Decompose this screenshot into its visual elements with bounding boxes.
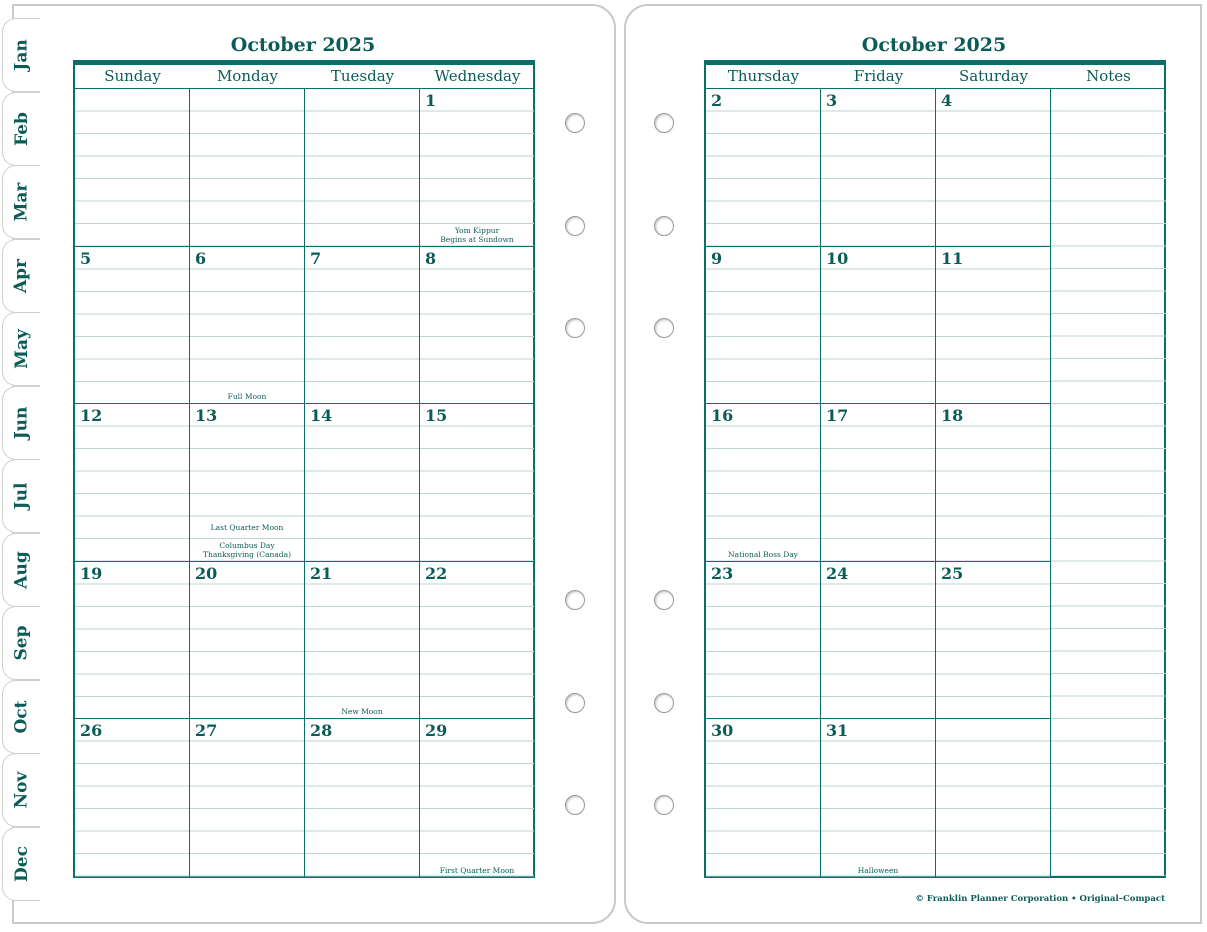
event-note: Halloween — [857, 865, 899, 875]
event-note: National Boss Day — [728, 549, 798, 559]
binder-hole — [654, 318, 674, 338]
day-number: 23 — [711, 563, 734, 583]
day-number: 16 — [711, 406, 734, 425]
tab-label: Mar — [11, 182, 32, 222]
tab-label: Sep — [11, 625, 32, 661]
day-number: 2 — [711, 91, 723, 110]
day-number: 14 — [310, 406, 333, 425]
header-notes: Notes — [1086, 67, 1131, 85]
day-cell[interactable] — [305, 247, 420, 405]
tab-label: May — [11, 329, 32, 369]
tab-label: Jan — [11, 39, 32, 71]
binder-hole — [654, 590, 674, 610]
day-cell[interactable] — [936, 89, 1051, 247]
day-cell[interactable] — [420, 404, 535, 562]
tab-oct[interactable] — [2, 680, 40, 754]
day-cell[interactable] — [190, 247, 305, 405]
day-number: 31 — [826, 721, 849, 740]
day-cell[interactable] — [305, 719, 420, 877]
day-number: 22 — [425, 563, 448, 583]
binder-hole — [654, 113, 674, 133]
binder-hole — [565, 216, 585, 236]
day-cell[interactable] — [706, 404, 821, 562]
day-cell[interactable] — [75, 562, 190, 720]
day-number: 18 — [941, 406, 964, 425]
day-number: 6 — [195, 248, 207, 268]
day-cell[interactable] — [706, 719, 821, 877]
tab-label: Jul — [11, 482, 32, 510]
day-cell[interactable] — [75, 247, 190, 405]
binder-hole — [565, 318, 585, 338]
right-month-title: October 2025 — [861, 34, 1007, 56]
tab-dec[interactable] — [2, 827, 40, 901]
day-number: 19 — [80, 563, 103, 583]
day-number: 5 — [80, 248, 92, 268]
tab-jan[interactable] — [2, 18, 40, 92]
event-note: Yom Kippur Begins at Sundown — [440, 225, 514, 244]
tab-may[interactable] — [2, 312, 40, 386]
tab-label: Aug — [11, 550, 32, 589]
header-monday: Monday — [216, 67, 279, 85]
tab-label: Oct — [11, 699, 32, 734]
day-cell[interactable] — [420, 247, 535, 405]
tab-jul[interactable] — [2, 459, 40, 533]
header-saturday: Saturday — [958, 67, 1029, 85]
left-month-title: October 2025 — [230, 34, 376, 56]
day-number: 24 — [826, 563, 849, 583]
tab-nov[interactable] — [2, 753, 40, 827]
day-number: 25 — [941, 563, 964, 583]
day-cell[interactable] — [75, 89, 190, 247]
day-cell[interactable] — [190, 719, 305, 877]
day-number: 3 — [826, 91, 838, 110]
day-cell[interactable] — [821, 719, 936, 877]
binder-hole — [565, 113, 585, 133]
binder-hole — [654, 795, 674, 815]
day-cell[interactable] — [821, 89, 936, 247]
day-number: 1 — [425, 91, 437, 110]
left-calendar-grid — [73, 60, 535, 878]
day-number: 17 — [826, 406, 849, 425]
day-cell[interactable] — [420, 719, 535, 877]
day-cell[interactable] — [190, 89, 305, 247]
day-number: 27 — [195, 721, 218, 740]
right-calendar-grid — [704, 60, 1166, 878]
tab-label: Apr — [11, 258, 32, 293]
copyright-footer: © Franklin Planner Corporation • Original–Compact — [915, 894, 1165, 904]
day-number: 28 — [310, 721, 333, 740]
tab-aug[interactable] — [2, 533, 40, 607]
day-cell[interactable] — [706, 89, 821, 247]
notes-column[interactable] — [1051, 89, 1166, 876]
day-cell[interactable] — [75, 404, 190, 562]
day-number: 29 — [425, 721, 448, 740]
day-number: 10 — [826, 248, 849, 268]
day-cell[interactable] — [305, 562, 420, 720]
day-cell[interactable] — [936, 404, 1051, 562]
tab-label: Dec — [11, 845, 32, 882]
day-number: 7 — [310, 248, 322, 268]
day-number: 30 — [711, 721, 734, 740]
tab-label: Nov — [11, 771, 32, 809]
day-cell[interactable] — [190, 562, 305, 720]
day-number: 15 — [425, 406, 448, 425]
day-cell[interactable] — [821, 404, 936, 562]
day-number: 12 — [80, 406, 103, 425]
day-cell[interactable] — [305, 404, 420, 562]
event-note: Full Moon — [227, 392, 267, 401]
binder-hole — [654, 693, 674, 713]
day-cell[interactable] — [936, 562, 1051, 720]
day-number: 4 — [941, 91, 953, 110]
tab-apr[interactable] — [2, 239, 40, 313]
day-cell[interactable] — [706, 247, 821, 405]
binder-hole — [565, 795, 585, 815]
day-number: 11 — [941, 248, 964, 268]
event-note: First Quarter Moon — [439, 865, 515, 875]
day-number: 26 — [80, 721, 103, 740]
tab-feb[interactable] — [2, 92, 40, 166]
day-cell[interactable] — [936, 247, 1051, 405]
event-note: New Moon — [341, 707, 383, 716]
event-note: Last Quarter Moon Columbus Day Thanksgiving (Canada) — [202, 522, 291, 559]
day-cell[interactable] — [75, 719, 190, 877]
binder-hole — [565, 590, 585, 610]
day-cell[interactable] — [936, 719, 1051, 877]
day-cell[interactable] — [706, 562, 821, 720]
day-number: 8 — [425, 248, 437, 268]
day-number: 20 — [195, 563, 218, 583]
day-cell[interactable] — [821, 247, 936, 405]
binder-hole — [565, 693, 585, 713]
header-thursday: Thursday — [727, 67, 800, 85]
tab-label: Jun — [11, 406, 32, 439]
header-tuesday: Tuesday — [330, 67, 395, 85]
header-friday: Friday — [853, 67, 904, 85]
day-cell[interactable] — [420, 562, 535, 720]
month-tabs — [0, 0, 40, 932]
day-number: 13 — [195, 406, 218, 425]
day-number: 21 — [310, 563, 333, 583]
day-cell[interactable] — [190, 404, 305, 562]
day-cell[interactable] — [420, 89, 535, 247]
tab-jun[interactable] — [2, 386, 40, 460]
tab-mar[interactable] — [2, 165, 40, 239]
day-cell[interactable] — [821, 562, 936, 720]
header-wednesday: Wednesday — [434, 67, 521, 85]
tab-sep[interactable] — [2, 606, 40, 680]
tab-label: Feb — [11, 111, 32, 146]
day-cell[interactable] — [305, 89, 420, 247]
day-number: 9 — [711, 248, 723, 268]
header-sunday: Sunday — [104, 67, 161, 85]
binder-hole — [654, 216, 674, 236]
